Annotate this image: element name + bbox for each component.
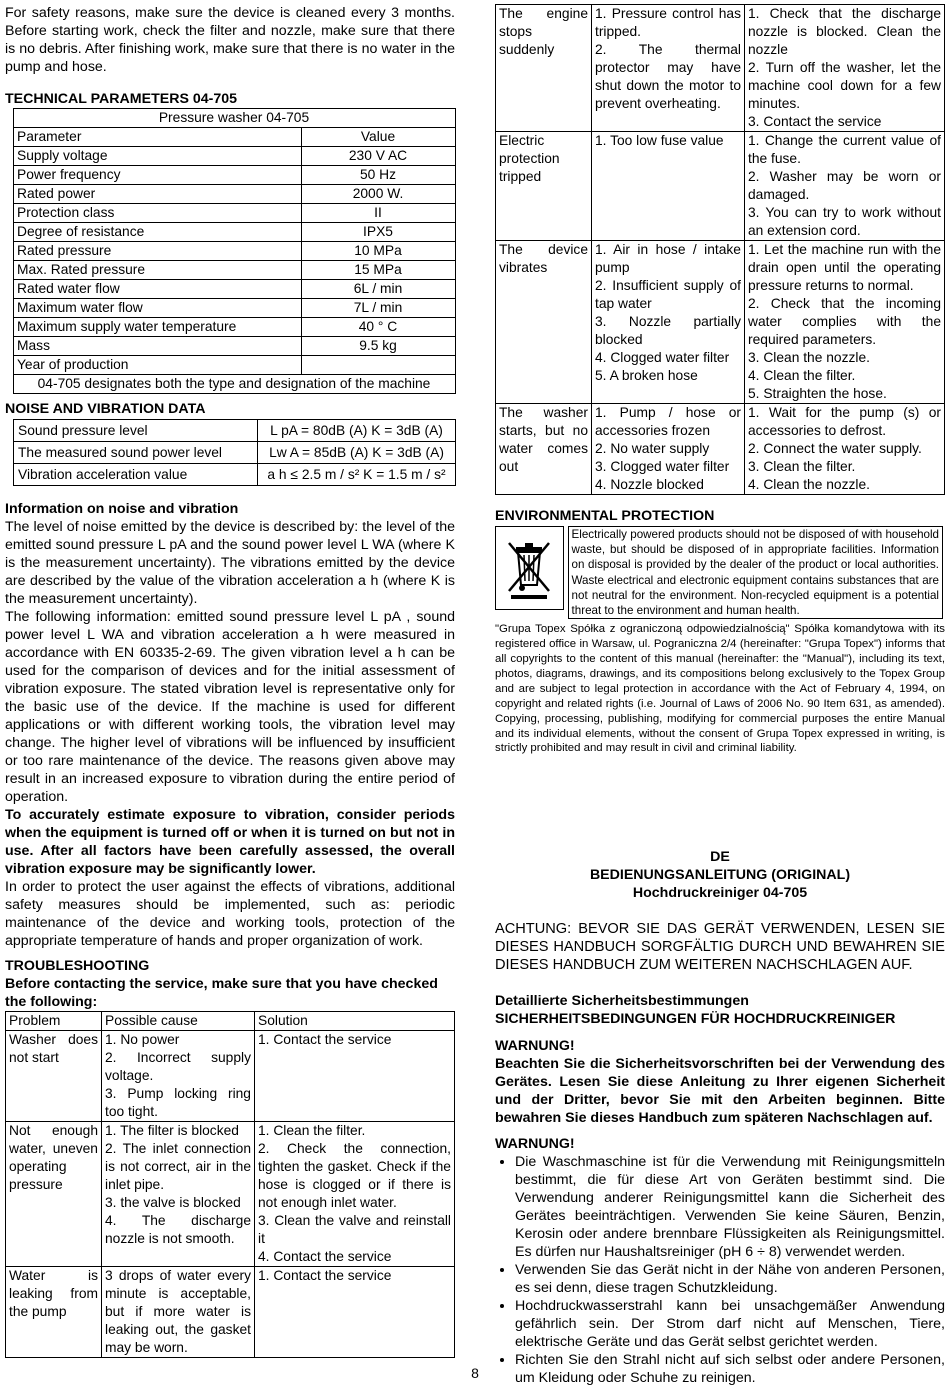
tech-table-row bbox=[14, 204, 456, 223]
trouble-col-cause: Possible cause bbox=[102, 1012, 255, 1031]
de-bullet-item: • Die Waschmaschine ist für die Verwendung mit Reinigungsmitteln bestimmt, die für diese Art von Geräten bestimmt sind. Die Verwendung anderer Reinigungsmittel kann die Sicherheit des Gerätes beeinträchtigen. Verwenden Sie keine Säuren, Benzin, Kerosin oder andere brennbare Flüssigkeiten als Reinigungsmittel. Es dürfen nur Haushaltsreiniger (pH 6 ÷ 8) verwendet werden. bbox=[515, 1153, 945, 1261]
trouble-cause-cell: 1. Air in hose / intake pump 2. Insufficient supply of tap water 3. Nozzle partially blocked 4. Clogged water filter 5. A broken hose bbox=[592, 241, 745, 404]
noise-vibration-table bbox=[13, 419, 456, 486]
tech-table-row bbox=[14, 242, 456, 261]
de-warning-label-2: WARNUNG! bbox=[495, 1136, 575, 1153]
trouble-row bbox=[496, 404, 945, 495]
de-bullet-item: • Hochdruckwasserstrahl kann bei unsachgemäßer Anwendung gefährlich sein. Der Strom darf nicht auf Menschen, Tiere, elektrische Geräte und das Gerät selbst gerichtet werden. bbox=[515, 1297, 945, 1351]
tech-param-cell: Rated pressure bbox=[14, 242, 302, 261]
tech-table-row bbox=[14, 147, 456, 166]
trouble-col-solution: Solution bbox=[255, 1012, 455, 1031]
tech-value-cell: IPX5 bbox=[302, 223, 456, 242]
info-heading: Information on noise and vibration bbox=[5, 501, 239, 517]
trouble-col-problem: Problem bbox=[6, 1012, 102, 1031]
noise-value-cell: L pA = 80dB (A) K = 3dB (A) bbox=[258, 420, 456, 442]
trouble-cause-cell: 1. The filter is blocked 2. The inlet connection is not correct, air in the inlet pipe. 3. the valve is blocked 4. The discharge nozzle is not smooth. bbox=[102, 1122, 255, 1267]
trouble-solution-cell: 1. Check that the discharge nozzle is blocked. Clean the nozzle 2. Turn off the washer, let the machine cool down for a few minutes. 3. Contact the service bbox=[745, 5, 945, 132]
page-number: 8 bbox=[471, 1365, 479, 1381]
trouble-problem-cell: Not enough water, uneven operating pressure bbox=[6, 1122, 102, 1267]
tech-value-cell: II bbox=[302, 204, 456, 223]
tech-table-row bbox=[14, 318, 456, 337]
environmental-box bbox=[495, 526, 943, 619]
trouble-intro: Before contacting the service, make sure that you have checked the following: bbox=[5, 976, 438, 1010]
tech-param-cell: Supply voltage bbox=[14, 147, 302, 166]
noise-table-row bbox=[14, 442, 456, 464]
info-paragraph-3: In order to protect the user against the effects of vibrations, additional safety measures should be implemented, such as: periodic maintenance of the device and working tools, protection of the appropriate temperature of hands and proper organization of work. bbox=[5, 879, 455, 949]
trouble-row bbox=[496, 5, 945, 132]
tech-value-cell: 230 V AC bbox=[302, 147, 456, 166]
trouble-row bbox=[496, 132, 945, 241]
environmental-text: Electrically powered products should not be disposed of with household waste, but should be disposed of in appropriate facilities. Information on disposal is provided by the dealer of the product or local authorities. Waste electrical and electronic equipment contains substances that are not neutral for the environment. Non-recycled equipment is a potential threat to the environment and human health. bbox=[568, 526, 943, 619]
de-bold-paragraph: Beachten Sie die Sicherheitsvorschriften bei der Verwendung des Gerätes. Lesen Sie diese Anleitung zu Ihrer eigenen Sicherheit und der Dritter, bevor Sie mit den Arbeiten beginnen. Bitte bewahren Sie dieses Handbuch zum späteren Nachschlagen auf. bbox=[495, 1056, 945, 1127]
de-language-code: DE bbox=[710, 849, 730, 866]
tech-heading: TECHNICAL PARAMETERS 04-705 bbox=[5, 91, 238, 107]
trouble-cause-cell: 1. No power 2. Incorrect supply voltage. 3. Pump locking ring too tight. bbox=[102, 1031, 255, 1122]
trouble-row bbox=[496, 241, 945, 404]
tech-table-row bbox=[14, 299, 456, 318]
de-warning-label-1: WARNUNG! bbox=[495, 1038, 575, 1055]
intro-paragraph: For safety reasons, make sure the device is cleaned every 3 months. Before starting work, check the filter and nozzle, make sure that there is no debris. After finishing work, make sure that there is no water in the pump and hose. bbox=[5, 5, 455, 75]
trouble-problem-cell: The washer starts, but no water comes out bbox=[496, 404, 592, 495]
left-column bbox=[5, 4, 455, 1358]
trouble-solution-cell: 1. Change the current value of the fuse. 2. Washer may be worn or damaged. 3. You can try to work without an extension cord. bbox=[745, 132, 945, 241]
tech-param-cell: Power frequency bbox=[14, 166, 302, 185]
tech-param-cell: Degree of resistance bbox=[14, 223, 302, 242]
tech-param-cell: Max. Rated pressure bbox=[14, 261, 302, 280]
env-heading: ENVIRONMENTAL PROTECTION bbox=[495, 508, 715, 524]
tech-value-cell bbox=[302, 356, 456, 375]
tech-param-cell: Mass bbox=[14, 337, 302, 356]
tech-value-cell: 9.5 kg bbox=[302, 337, 456, 356]
tech-param-cell: Protection class bbox=[14, 204, 302, 223]
trouble-problem-cell: Washer does not start bbox=[6, 1031, 102, 1122]
tech-param-cell: Year of production bbox=[14, 356, 302, 375]
info-bold-paragraph: To accurately estimate exposure to vibration, consider periods when the equipment is turned off or when it is turned on but not in use. After all factors have been carefully assessed, the overall vibration exposure may be significantly lower. bbox=[5, 807, 455, 877]
trouble-cause-cell: 3 drops of water every minute is acceptable, but if more water is leaking out, the gasket may be worn. bbox=[102, 1267, 255, 1358]
tech-param-cell: Rated power bbox=[14, 185, 302, 204]
tech-table-row bbox=[14, 223, 456, 242]
trouble-problem-cell: The device vibrates bbox=[496, 241, 592, 404]
trouble-solution-cell: 1. Contact the service bbox=[255, 1267, 455, 1358]
trouble-problem-cell: Electric protection tripped bbox=[496, 132, 592, 241]
trouble-row bbox=[6, 1031, 455, 1122]
de-subtitle: Hochdruckreiniger 04-705 bbox=[632, 885, 808, 902]
trouble-problem-cell: Water is leaking from the pump bbox=[6, 1267, 102, 1358]
noise-table-row bbox=[14, 464, 456, 486]
de-warning-caps: ACHTUNG: BEVOR SIE DAS GERÄT VERWENDEN, LESEN SIE DIESES HANDBUCH SORGFÄLTIG DURCH UND BEWAHREN SIE DIESES HANDBUCH ZUM WEITEREN NACHSCHLAGEN AUF. bbox=[495, 921, 945, 974]
tech-table-footer: 04-705 designates both the type and designation of the machine bbox=[14, 375, 456, 394]
tech-value-cell: 2000 W. bbox=[302, 185, 456, 204]
troubleshooting-table bbox=[5, 1011, 455, 1358]
trouble-solution-cell: 1. Wait for the pump (s) or accessories to defrost. 2. Connect the water supply. 3. Clean the filter. 4. Clean the nozzle. bbox=[745, 404, 945, 495]
noise-label-cell: Sound pressure level bbox=[14, 420, 258, 442]
tech-table-row bbox=[14, 280, 456, 299]
crossed-out-wheelie-bin-icon bbox=[495, 526, 564, 610]
de-bullet-item: • Richten Sie den Strahl nicht auf sich selbst oder andere Personen, um Kleidung oder Schuhe zu reinigen. bbox=[515, 1351, 945, 1387]
technical-parameters-table bbox=[13, 108, 456, 394]
tech-value-cell: 6L / min bbox=[302, 280, 456, 299]
de-detailed-rules: Detaillierte Sicherheitsbestimmungen bbox=[495, 993, 749, 1010]
trouble-cause-cell: 1. Pressure control has tripped. 2. The thermal protector may have shut down the motor to prevent overheating. bbox=[592, 5, 745, 132]
trouble-problem-cell: The engine stops suddenly bbox=[496, 5, 592, 132]
trouble-solution-cell: 1. Clean the filter. 2. Check the connection, tighten the gasket. Check if the hose is clogged or if there is not enough inlet water. 3. Clean the valve and reinstall it 4. Contact the service bbox=[255, 1122, 455, 1267]
tech-value-cell: 40 ° C bbox=[302, 318, 456, 337]
trouble-row bbox=[6, 1267, 455, 1358]
tech-value-cell: 15 MPa bbox=[302, 261, 456, 280]
tech-col-value: Value bbox=[302, 128, 456, 147]
tech-table-row bbox=[14, 356, 456, 375]
info-paragraph-2: The following information: emitted sound pressure level L pA , sound power level L WA and vibration acceleration a h were measured in accordance with EN 60335-2-69. The given vibration level a h can be used for the comparison of devices and for the initial assessment of vibration exposure. The stated vibration level is representative only for the basic use of the device. If the machine is used for different applications or with different working tools, the vibration level may change. The higher level of vibrations will be influenced by insufficient or too rare maintenance of the device. The reasons given above may result in an increased exposure to vibration during the entire period of operation. bbox=[5, 609, 455, 805]
trouble-solution-cell: 1. Contact the service bbox=[255, 1031, 455, 1122]
tech-col-parameter: Parameter bbox=[14, 128, 302, 147]
noise-heading: NOISE AND VIBRATION DATA bbox=[5, 401, 206, 417]
noise-table-row bbox=[14, 420, 456, 442]
de-bullet-list bbox=[495, 1153, 945, 1387]
trouble-row bbox=[6, 1122, 455, 1267]
noise-label-cell: The measured sound power level bbox=[14, 442, 258, 464]
troubleshooting-table-continued bbox=[495, 4, 945, 495]
de-safety-conditions: SICHERHEITSBEDINGUNGEN FÜR HOCHDRUCKREINIGER bbox=[495, 1011, 896, 1028]
right-column bbox=[495, 4, 945, 1387]
trouble-cause-cell: 1. Too low fuse value bbox=[592, 132, 745, 241]
info-paragraph-1: The level of noise emitted by the device is described by: the level of the emitted sound pressure L pA and the sound power level L WA (where K is the measurement uncertainty). The vibrations emitted by the device are described by the value of the vibration acceleration a h (where K is the measurement uncertainty). bbox=[5, 519, 455, 607]
tech-table-row bbox=[14, 337, 456, 356]
noise-label-cell: Vibration acceleration value bbox=[14, 464, 258, 486]
trouble-cause-cell: 1. Pump / hose or accessories frozen 2. No water supply 3. Clogged water filter 4. Nozzle blocked bbox=[592, 404, 745, 495]
tech-param-cell: Rated water flow bbox=[14, 280, 302, 299]
tech-table-row bbox=[14, 185, 456, 204]
tech-param-cell: Maximum supply water temperature bbox=[14, 318, 302, 337]
tech-value-cell: 7L / min bbox=[302, 299, 456, 318]
tech-param-cell: Maximum water flow bbox=[14, 299, 302, 318]
de-title: BEDIENUNGSANLEITUNG (ORIGINAL) bbox=[589, 867, 851, 884]
noise-value-cell: Lw A = 85dB (A) K = 3dB (A) bbox=[258, 442, 456, 464]
tech-value-cell: 10 MPa bbox=[302, 242, 456, 261]
trouble-heading: TROUBLESHOOTING bbox=[5, 958, 150, 974]
tech-table-title: Pressure washer 04-705 bbox=[14, 109, 456, 128]
tech-value-cell: 50 Hz bbox=[302, 166, 456, 185]
tech-table-row bbox=[14, 261, 456, 280]
copyright-notice: "Grupa Topex Spółka z ograniczoną odpowiedzialnością" Spółka komandytowa with its registered office in Warsaw, ul. Pograniczna 2/4 (hereinafter: "Grupa Topex") informs that all copyrights to the content of this manual (hereinafter: the "Manual"), including its text, photos, diagrams, drawings, and its compositions belong exclusively to the Topex Group and are subject to legal protection in accordance with the Act of February 4, 1994, on copyright and related rights (i.e. Journal of Laws of 2006 No. 90 Item 631, as amended). Copying, processing, publishing, modifying for commercial purposes the entire Manual and its individual elements, without the consent of Grupa Topex expressed in writing, is strictly prohibited and may result in civil and criminal liability. bbox=[495, 623, 945, 755]
trouble-solution-cell: 1. Let the machine run with the drain open until the operating pressure returns to normal. 2. Check that the incoming water complies with the required parameters. 3. Clean the nozzle. 4. Clean the filter. 5. Straighten the hose. bbox=[745, 241, 945, 404]
de-bullet-item: • Verwenden Sie das Gerät nicht in der Nähe von anderen Personen, es sei denn, diese tragen Schutzkleidung. bbox=[515, 1261, 945, 1297]
noise-value-cell: a h ≤ 2.5 m / s² K = 1.5 m / s² bbox=[258, 464, 456, 486]
tech-table-row bbox=[14, 166, 456, 185]
